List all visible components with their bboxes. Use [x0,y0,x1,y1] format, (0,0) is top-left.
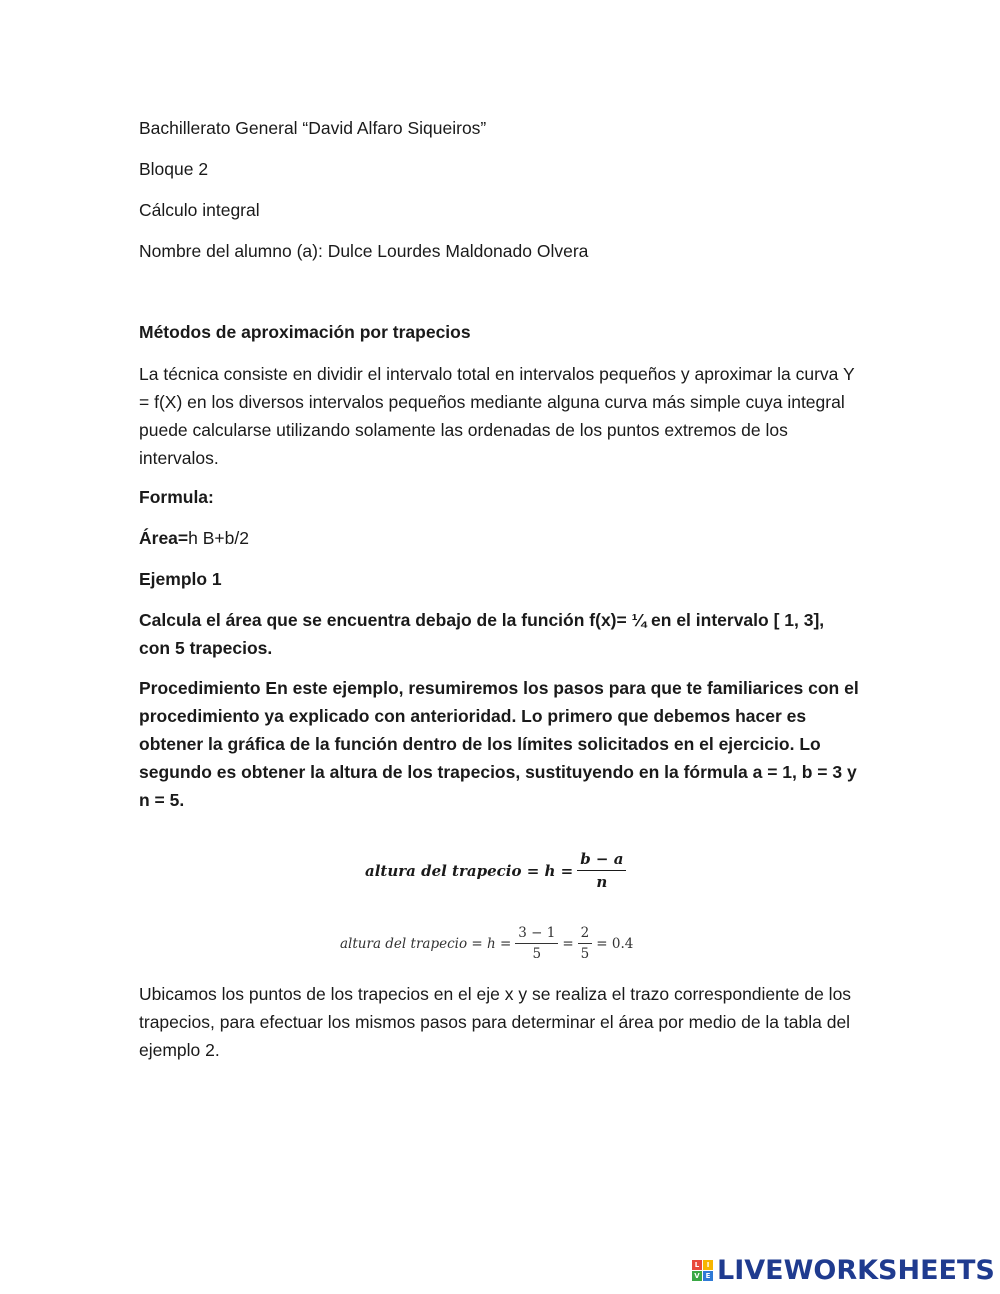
student-name: Nombre del alumno (a): Dulce Lourdes Maldonado Olvera [139,241,589,261]
logo-tile-l: L [692,1260,702,1270]
problem-statement: Calcula el área que se encuentra debajo de la función f(x)= ¼ en el intervalo [ 1, 3], con 5 trapecios. [139,610,825,658]
logo-tile-e: E [703,1271,713,1281]
procedure-paragraph: Procedimiento En este ejemplo, resumiremos los pasos para que te familiarices con el procedimiento ya explicado con anterioridad. Lo primero que debemos hacer es obtener la gráfica de la función dentro de los límites solicitados en el ejercicio. Lo segundo es obtener la altura de los trapecios, sustituyendo en la fórmula a = 1, b = 3 y n = 5. [139,678,859,810]
formula1-lhs: altura del trapecio = h = [365,861,574,880]
formula1-fraction [577,850,626,891]
block-label: Bloque 2 [139,159,209,179]
height-formula-general [365,850,630,891]
liveworksheets-logo-icon [692,1260,713,1281]
formula2-fraction-2 [578,925,593,962]
formula2-numerator-2: 2 [578,925,593,944]
formula2-result: = 0.4 [596,935,634,952]
logo-tile-i: I [703,1260,713,1270]
school-name: Bachillerato General “David Alfaro Siqueiros” [139,118,487,138]
formula2-denominator-1: 5 [532,946,542,962]
area-label: Área= [139,528,189,548]
formula2-denominator-2: 5 [580,946,590,962]
closing-paragraph: Ubicamos los puntos de los trapecios en el eje x y se realiza el trazo correspondiente de los trapecios, para efectuar los mismos pasos para determinar el área por medio de la tabla del ejemplo 2. [139,984,852,1060]
subject-label: Cálculo integral [139,200,260,220]
formula2-lhs: altura del trapecio = h = [340,935,512,952]
section-title: Métodos de aproximación por trapecios [139,322,471,342]
logo-tile-v: V [692,1271,702,1281]
formula2-fraction-1 [515,925,558,962]
intro-paragraph: La técnica consiste en dividir el intervalo total en intervalos pequeños y aproximar la curva Y = f(X) en los diversos intervalos pequeños mediante alguna curva más simple cuya integral puede calcularse utilizando solamente las ordenadas de los puntos extremos de los intervalos. [139,364,855,468]
formula1-numerator: b − a [577,850,626,871]
area-expression: h B+b/2 [188,528,249,548]
formula2-numerator-1: 3 − 1 [515,925,558,944]
brand-name: LIVEWORKSHEETS [717,1255,995,1286]
formula-label: Formula: [139,487,214,507]
area-formula [139,524,249,552]
liveworksheets-brand [692,1255,995,1286]
height-formula-substituted [340,925,633,962]
formula1-denominator: n [596,873,608,891]
formula2-equals: = [562,935,574,952]
example-title: Ejemplo 1 [139,569,222,589]
